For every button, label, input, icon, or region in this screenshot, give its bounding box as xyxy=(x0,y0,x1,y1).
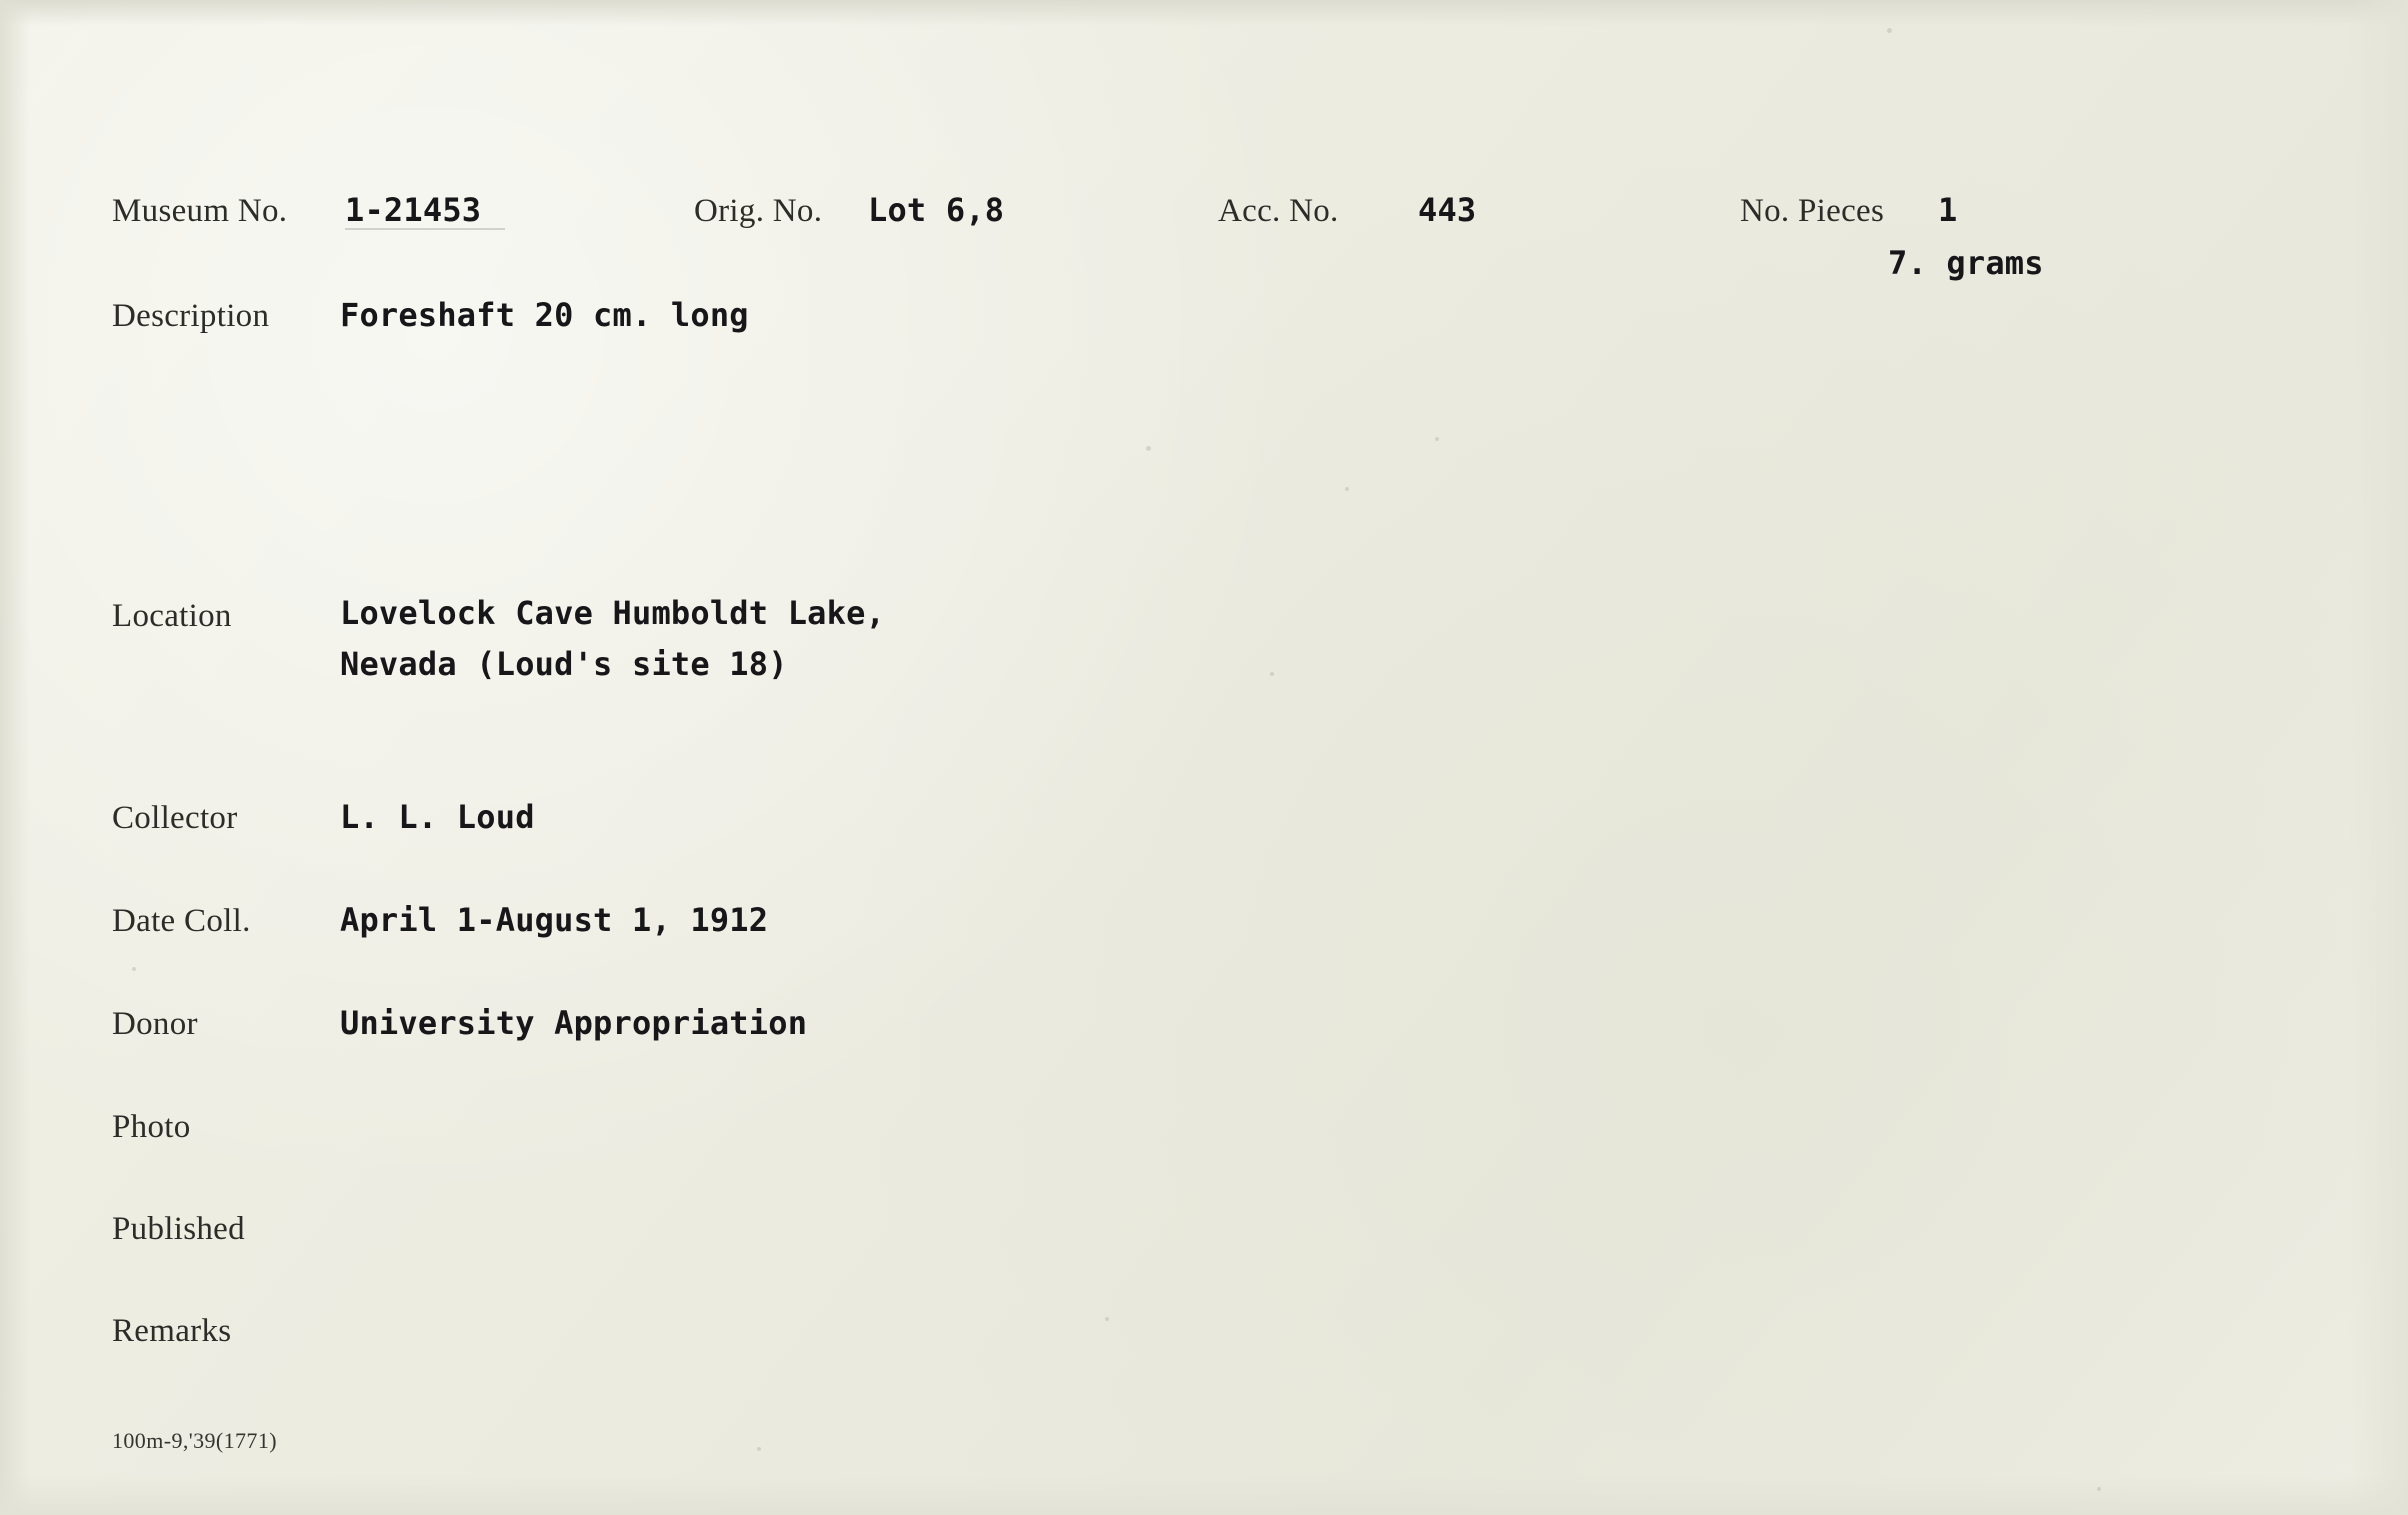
paper-speck xyxy=(1435,437,1439,441)
description-label: Description xyxy=(112,298,270,334)
museum-no-value: 1-21453 xyxy=(345,191,482,229)
paper-speck xyxy=(757,1447,761,1451)
remarks-label: Remarks xyxy=(112,1313,232,1349)
location-value-line1: Lovelock Cave Humboldt Lake, xyxy=(340,594,886,632)
collector-label: Collector xyxy=(112,800,238,836)
no-pieces-label: No. Pieces xyxy=(1740,193,1885,229)
paper-speck xyxy=(1345,487,1349,491)
no-pieces-value: 1 xyxy=(1938,191,1958,229)
paper-edge-shading-top xyxy=(0,0,2408,26)
paper-speck xyxy=(1146,446,1151,451)
print-code: 100m-9,'39(1771) xyxy=(112,1428,277,1453)
location-label: Location xyxy=(112,598,232,634)
date-coll-value: April 1-August 1, 1912 xyxy=(340,901,769,939)
acc-no-value: 443 xyxy=(1418,191,1477,229)
paper-edge-shading-right xyxy=(2348,0,2408,1515)
donor-value: University Appropriation xyxy=(340,1004,808,1042)
paper-edge-shading-bottom xyxy=(0,1475,2408,1515)
weight-value: 7. grams xyxy=(1888,244,2044,282)
orig-no-value: Lot 6,8 xyxy=(868,191,1005,229)
paper-edge-shading-left xyxy=(0,0,30,1515)
collector-value: L. L. Loud xyxy=(340,798,535,836)
photo-label: Photo xyxy=(112,1109,191,1145)
paper-speck xyxy=(1887,28,1892,33)
donor-label: Donor xyxy=(112,1006,198,1042)
museum-no-label: Museum No. xyxy=(112,193,288,229)
location-value-line2: Nevada (Loud's site 18) xyxy=(340,645,788,683)
acc-no-label: Acc. No. xyxy=(1218,193,1339,229)
paper-speck xyxy=(1270,672,1274,676)
date-coll-label: Date Coll. xyxy=(112,903,251,939)
paper-speck xyxy=(132,967,136,971)
description-value: Foreshaft 20 cm. long xyxy=(340,296,749,334)
paper-speck xyxy=(2097,1487,2101,1491)
paper-speck xyxy=(1105,1317,1109,1321)
orig-no-label: Orig. No. xyxy=(694,193,823,229)
published-label: Published xyxy=(112,1211,245,1247)
